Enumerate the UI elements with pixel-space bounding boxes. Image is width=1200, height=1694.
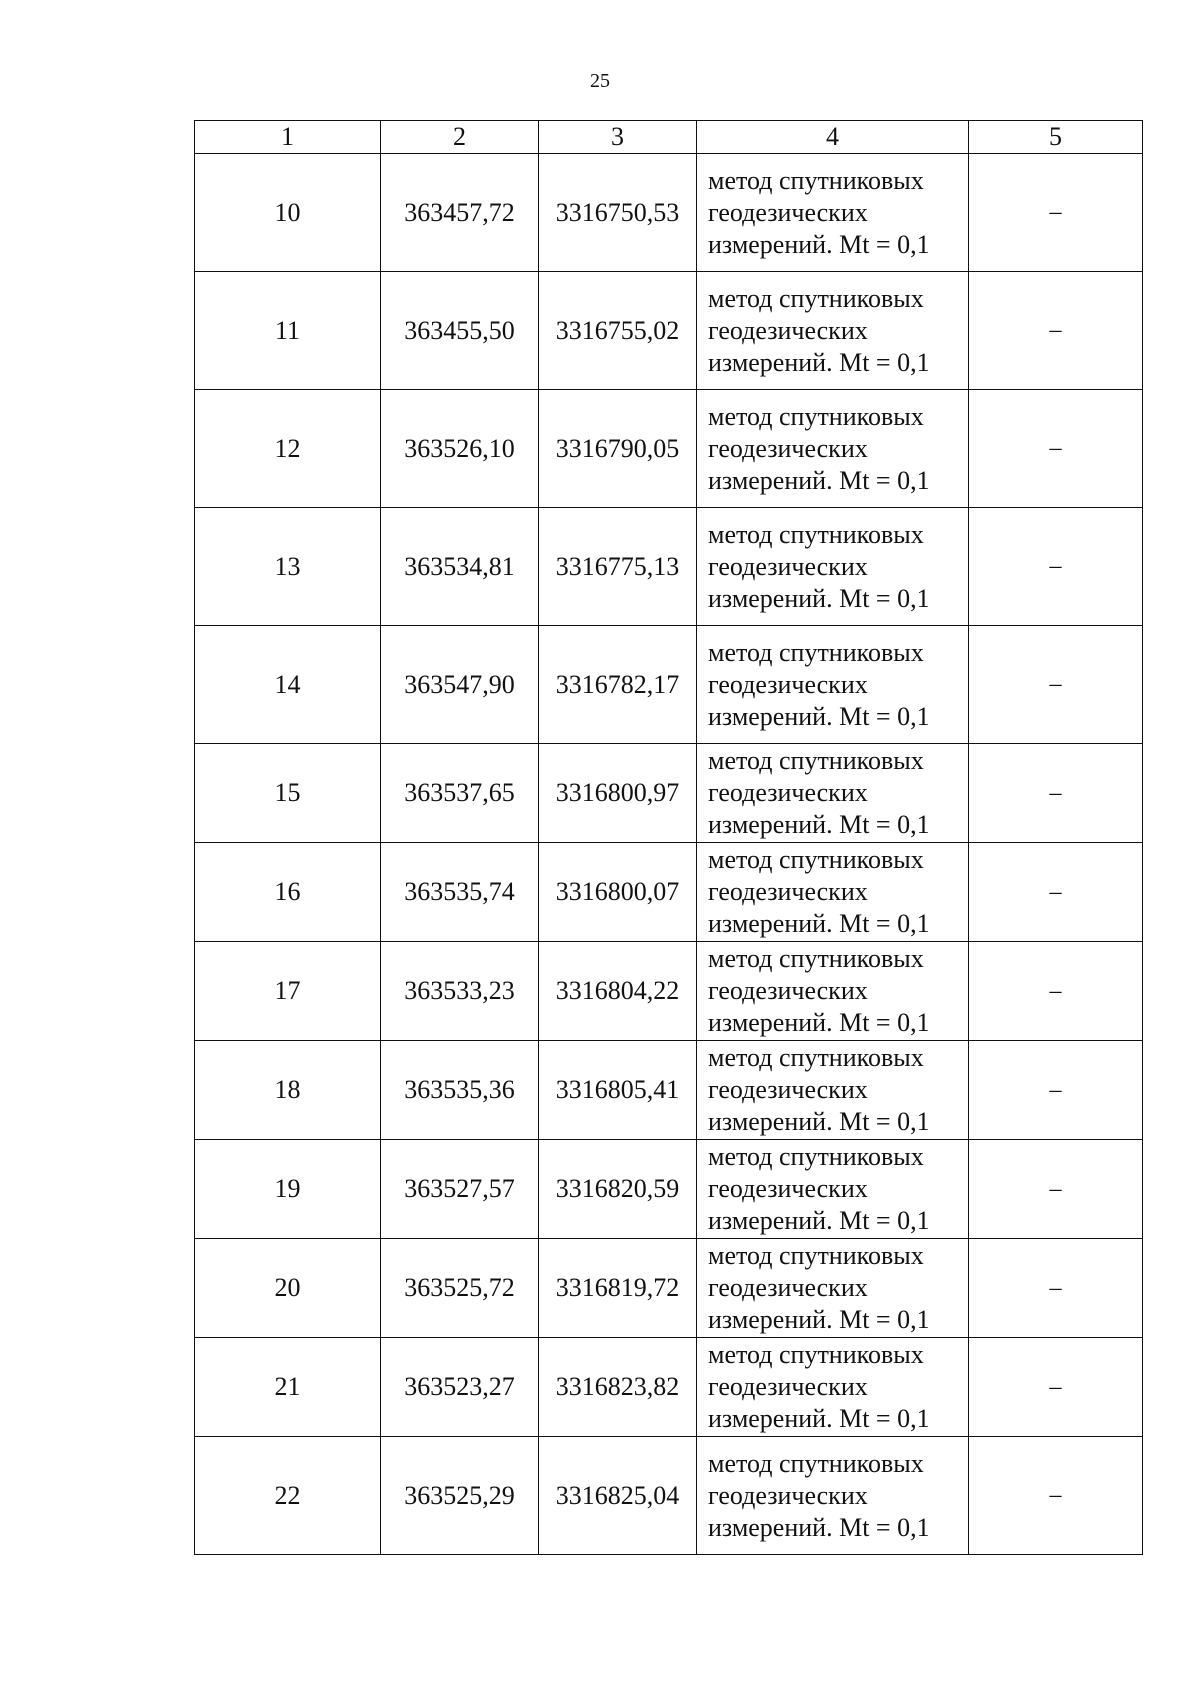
note-cell: – [969, 508, 1143, 626]
table-row [195, 390, 1143, 508]
note-cell: – [969, 942, 1143, 1041]
x-coordinate-cell: 363535,36 [381, 1041, 539, 1140]
point-number-cell: 13 [195, 508, 381, 626]
x-coordinate-cell: 363455,50 [381, 272, 539, 390]
x-coordinate-cell: 363535,74 [381, 843, 539, 942]
note-cell: – [969, 272, 1143, 390]
y-coordinate-cell: 3316800,07 [539, 843, 697, 942]
table-header-row [195, 121, 1143, 154]
method-line: метод спутниковых [708, 944, 924, 973]
point-number-cell: 11 [195, 272, 381, 390]
method-line: геодезических [708, 1174, 868, 1203]
note-cell: – [969, 1140, 1143, 1239]
method-line: метод спутниковых [708, 845, 924, 874]
header-cell: 3 [539, 121, 697, 154]
method-line: геодезических [708, 669, 868, 699]
x-coordinate-cell: 363525,72 [381, 1239, 539, 1338]
method-line: измерений. Mt = 0,1 [708, 1107, 930, 1136]
y-coordinate-cell: 3316819,72 [539, 1239, 697, 1338]
table-row [195, 942, 1143, 1041]
method-line: метод спутниковых [708, 1448, 924, 1478]
note-cell: – [969, 744, 1143, 843]
y-coordinate-cell: 3316790,05 [539, 390, 697, 508]
note-cell: – [969, 390, 1143, 508]
method-line: метод спутниковых [708, 746, 924, 775]
method-line: геодезических [708, 551, 868, 581]
note-cell: – [969, 626, 1143, 744]
method-cell [697, 626, 969, 744]
x-coordinate-cell: 363547,90 [381, 626, 539, 744]
method-cell [697, 508, 969, 626]
method-line: измерений. Mt = 0,1 [708, 1404, 930, 1433]
method-cell [697, 744, 969, 843]
y-coordinate-cell: 3316782,17 [539, 626, 697, 744]
header-cell: 1 [195, 121, 381, 154]
method-line: геодезических [708, 1372, 868, 1401]
table-row [195, 1140, 1143, 1239]
x-coordinate-cell: 363526,10 [381, 390, 539, 508]
table-row [195, 508, 1143, 626]
method-cell [697, 1338, 969, 1437]
table-row [195, 154, 1143, 272]
note-cell: – [969, 1239, 1143, 1338]
method-line: измерений. Mt = 0,1 [708, 810, 930, 839]
method-line: геодезических [708, 877, 868, 906]
y-coordinate-cell: 3316775,13 [539, 508, 697, 626]
header-cell: 4 [697, 121, 969, 154]
method-cell [697, 1239, 969, 1338]
method-cell [697, 1140, 969, 1239]
x-coordinate-cell: 363527,57 [381, 1140, 539, 1239]
x-coordinate-cell: 363525,29 [381, 1437, 539, 1555]
method-line: геодезических [708, 433, 868, 463]
page-number: 25 [590, 70, 610, 92]
note-cell: – [969, 154, 1143, 272]
point-number-cell: 14 [195, 626, 381, 744]
header-cell: 5 [969, 121, 1143, 154]
coordinates-table [194, 120, 1143, 1555]
method-cell [697, 843, 969, 942]
point-number-cell: 19 [195, 1140, 381, 1239]
point-number-cell: 15 [195, 744, 381, 843]
method-line: геодезических [708, 315, 868, 345]
method-line: измерений. Mt = 0,1 [708, 1512, 930, 1542]
y-coordinate-cell: 3316805,41 [539, 1041, 697, 1140]
method-line: метод спутниковых [708, 1142, 924, 1171]
table-row [195, 272, 1143, 390]
method-cell [697, 154, 969, 272]
point-number-cell: 18 [195, 1041, 381, 1140]
x-coordinate-cell: 363537,65 [381, 744, 539, 843]
method-cell [697, 1041, 969, 1140]
method-line: геодезических [708, 778, 868, 807]
table-row [195, 1338, 1143, 1437]
point-number-cell: 17 [195, 942, 381, 1041]
method-line: метод спутниковых [708, 1043, 924, 1072]
table-row [195, 843, 1143, 942]
method-cell [697, 272, 969, 390]
method-line: геодезических [708, 197, 868, 227]
y-coordinate-cell: 3316755,02 [539, 272, 697, 390]
method-line: измерений. Mt = 0,1 [708, 1008, 930, 1037]
point-number-cell: 12 [195, 390, 381, 508]
y-coordinate-cell: 3316820,59 [539, 1140, 697, 1239]
x-coordinate-cell: 363534,81 [381, 508, 539, 626]
method-cell [697, 1437, 969, 1555]
method-line: геодезических [708, 1075, 868, 1104]
method-line: метод спутниковых [708, 1241, 924, 1270]
method-line: измерений. Mt = 0,1 [708, 701, 930, 731]
method-line: геодезических [708, 1480, 868, 1510]
point-number-cell: 10 [195, 154, 381, 272]
method-line: метод спутниковых [708, 283, 924, 313]
method-line: геодезических [708, 976, 868, 1005]
note-cell: – [969, 1437, 1143, 1555]
y-coordinate-cell: 3316750,53 [539, 154, 697, 272]
method-cell [697, 390, 969, 508]
method-line: метод спутниковых [708, 401, 924, 431]
table-row [195, 1437, 1143, 1555]
table-row [195, 1239, 1143, 1338]
header-cell: 2 [381, 121, 539, 154]
method-cell [697, 942, 969, 1041]
method-line: геодезических [708, 1273, 868, 1302]
point-number-cell: 21 [195, 1338, 381, 1437]
table-row [195, 1041, 1143, 1140]
point-number-cell: 20 [195, 1239, 381, 1338]
method-line: метод спутниковых [708, 1340, 924, 1369]
y-coordinate-cell: 3316800,97 [539, 744, 697, 843]
method-line: метод спутниковых [708, 165, 924, 195]
method-line: измерений. Mt = 0,1 [708, 583, 930, 613]
method-line: метод спутниковых [708, 519, 924, 549]
point-number-cell: 22 [195, 1437, 381, 1555]
method-line: измерений. Mt = 0,1 [708, 909, 930, 938]
note-cell: – [969, 843, 1143, 942]
table-row [195, 626, 1143, 744]
y-coordinate-cell: 3316804,22 [539, 942, 697, 1041]
method-line: измерений. Mt = 0,1 [708, 1305, 930, 1334]
point-number-cell: 16 [195, 843, 381, 942]
note-cell: – [969, 1041, 1143, 1140]
method-line: измерений. Mt = 0,1 [708, 465, 930, 495]
table-row [195, 744, 1143, 843]
x-coordinate-cell: 363533,23 [381, 942, 539, 1041]
y-coordinate-cell: 3316823,82 [539, 1338, 697, 1437]
x-coordinate-cell: 363523,27 [381, 1338, 539, 1437]
method-line: измерений. Mt = 0,1 [708, 229, 930, 259]
method-line: метод спутниковых [708, 637, 924, 667]
y-coordinate-cell: 3316825,04 [539, 1437, 697, 1555]
method-line: измерений. Mt = 0,1 [708, 1206, 930, 1235]
x-coordinate-cell: 363457,72 [381, 154, 539, 272]
method-line: измерений. Mt = 0,1 [708, 347, 930, 377]
note-cell: – [969, 1338, 1143, 1437]
